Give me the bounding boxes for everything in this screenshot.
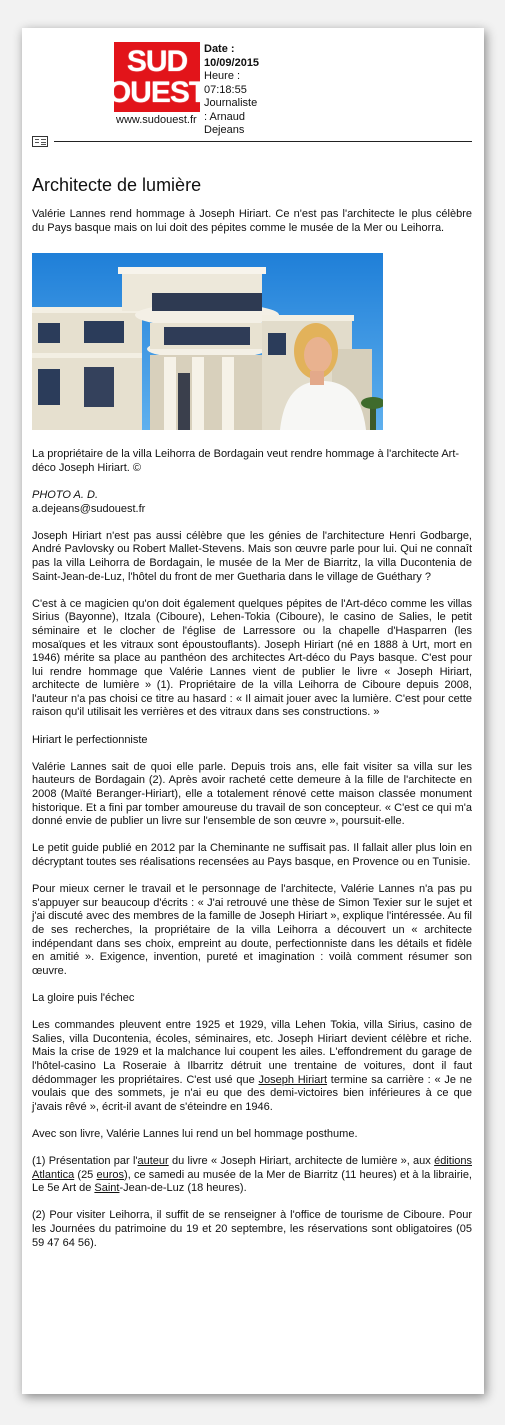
- note-1-text-c: (25: [74, 1168, 97, 1181]
- article-lead: Valérie Lannes rend hommage à Joseph Hiriart. Ce n'est pas l'architecte le plus célèbre du Pays basque mais on lui doit des pépites comme le musée de la Mer ou Leihorra.: [32, 208, 472, 234]
- author-email: a.dejeans@sudouest.fr: [32, 502, 146, 515]
- document-icon: [32, 136, 48, 147]
- logo-line-2: OUEST: [107, 76, 207, 109]
- article-page: [22, 28, 484, 1394]
- paragraph-6-text-a: Les commandes pleuvent entre 1925 et 1929, villa Lehen Tokia, villa Sirius, casino de Salies, villa Ducontenia, écoles, séminaires, etc. Joseph Hiriart devient célèbre et riche. Mais la crise de 1929 et la malchance lui coupent les ailes. L'effondrement du garage de l'hôtel-casino La Roseraie à Ilbarritz détruit une trentaine de voitures, dont il faut dédommager les propriétaires. C'est usé que: [32, 1019, 472, 1086]
- article-title: Architecte de lumière: [32, 175, 202, 195]
- subheading-perfectionniste: Hiriart le perfectionniste: [32, 733, 148, 746]
- paragraph-1: Joseph Hiriart n'est pas aussi célèbre que les génies de l'architecture Henri Godbarge, André Pavlovsky ou Robert Mallet-Stevens. Mais son œuvre parle pour lui. Qui ne connaît pas la villa Leihorra de Bordagain, le musée de la Mer de Biarritz, la villa Ducontenia de Saint-Jean-de-Luz, l'hôtel du front de mer Guetharia dans le village de Guéthary ?: [32, 529, 472, 583]
- paragraph-2: C'est à ce magicien qu'on doit également quelques pépites de l'Art-déco comme les villas Sirius (Bayonne), Itzala (Ciboure), Lehen-Tokia (Ciboure), le casino de Salies, le petit séminaire et le clocher de l'église de Larressore ou la chapelle d'Hasparren (les mosaïques et les vitraux sont époustouflants). Joseph Hiriart (né en 1888 à Urt, mort en 1946) mérite sa place au panthéon des architectes Art-déco du Pays basque. C'est pour lui rendre hommage que Valérie Lannes vient de publier le livre « Joseph Hiriart, architecte de lumière » (1). Propriétaire de la villa Leihorra de Ciboure depuis 2008, l'auteur n'a pas choisi ce titre au hasard : « Il aimait jouer avec la lumière. C'est pour cette raison qu'il utilisait les verrières et des vitraux dans ses constructions. »: [32, 597, 472, 719]
- publication-time: Heure : 07:18:55: [204, 70, 247, 96]
- site-url: www.sudouest.fr: [116, 114, 197, 126]
- euros-link[interactable]: euros: [96, 1168, 125, 1181]
- joseph-hiriart-link[interactable]: Joseph Hiriart: [258, 1073, 328, 1086]
- photo-credit: PHOTO A. D.: [32, 488, 99, 501]
- journalist-name: Journaliste : Arnaud Dejeans: [204, 97, 258, 136]
- paragraph-3: Valérie Lannes sait de quoi elle parle. Depuis trois ans, elle fait visiter sa villa sur les hauteurs de Bordagain (2). Après avoir racheté cette demeure à la fille de l'architecte en 2008 (Maïté Beranger-Hiriart), elle a totalement rénové cette maison classée monument historique. Et a fini par tomber amoureuse du travail de son concepteur. « C'est ce qui m'a donné envie de publier un livre sur l'ensemble de son œuvre », poursuit-elle.: [32, 760, 472, 828]
- note-1-text-d: ), ce samedi au musée de la Mer de Biarritz (11 heures) et à la librairie, Le 5e Art de: [32, 1168, 472, 1195]
- note-1-text-e: -Jean-de-Luz (18 heures).: [119, 1182, 247, 1195]
- paragraph-7: Avec son livre, Valérie Lannes lui rend un bel hommage posthume.: [32, 1127, 358, 1140]
- note-2: (2) Pour visiter Leihorra, il suffit de se renseigner à l'office de tourisme de Ciboure. Pour les Journées du patrimoine du 19 et 20 septembre, les réservations sont obligatoires (05 59 47 64 56).: [32, 1209, 472, 1249]
- article-photo: [32, 253, 383, 430]
- paragraph-6: [32, 1019, 472, 1114]
- villa-leihorra-photo: [32, 253, 383, 430]
- publication-date: Date : 10/09/2015: [204, 43, 260, 69]
- photo-caption: La propriétaire de la villa Leihorra de Bordagain veut rendre hommage à l'architecte Art-déco Joseph Hiriart. ©: [32, 448, 460, 474]
- paragraph-5: Pour mieux cerner le travail et le personnage de l'architecte, Valérie Lannes n'a pas pu s'appuyer sur beaucoup d'écrits : « J'ai retrouvé une thèse de Simon Texier sur le sujet et j'ai discuté avec des membres de la famille de Joseph Hiriart », explique l'intéressée. Au fil de ses recherches, la propriétaire de la villa Leihorra a découvert un « architecte indépendant dans ses choix, empreint au doute, perfectionniste dans les détails et fidèle en amitié ». Exigence, invention, pureté et imagination : voilà comment résumer son œuvre.: [32, 883, 472, 977]
- divider-line: [54, 141, 472, 142]
- saint-link[interactable]: Saint: [94, 1182, 120, 1195]
- subheading-gloire: La gloire puis l'échec: [32, 991, 135, 1004]
- note-1-text-b: du livre « Joseph Hiriart, architecte de lumière », aux: [168, 1155, 435, 1168]
- section-divider: [32, 135, 472, 149]
- note-1: [32, 1155, 472, 1196]
- sud-ouest-logo: [107, 42, 207, 112]
- photo-credit-block: [32, 489, 472, 516]
- paragraph-4: Le petit guide publié en 2012 par la Cheminante ne suffisait pas. Il fallait aller plus loin en décryptant toutes ses réalisations recensées au Pays basque, en Provence ou en Tunisie.: [32, 842, 472, 868]
- article-body: [32, 174, 472, 1264]
- logo-line-1: SUD: [126, 45, 188, 78]
- paragraph-6-text-b: termine sa carrière : « Je ne voulais que des sommets, je n'ai eu que des demi-victoires bien inférieures à ce que j'avais rêvé », écrit-il avant de s'éteindre en 1946.: [32, 1073, 473, 1113]
- auteur-link[interactable]: auteur: [137, 1155, 169, 1168]
- article-meta: [204, 43, 259, 138]
- editions-atlantica-link[interactable]: éditions Atlantica: [32, 1155, 472, 1181]
- note-1-text-a: (1) Présentation par l': [32, 1155, 138, 1168]
